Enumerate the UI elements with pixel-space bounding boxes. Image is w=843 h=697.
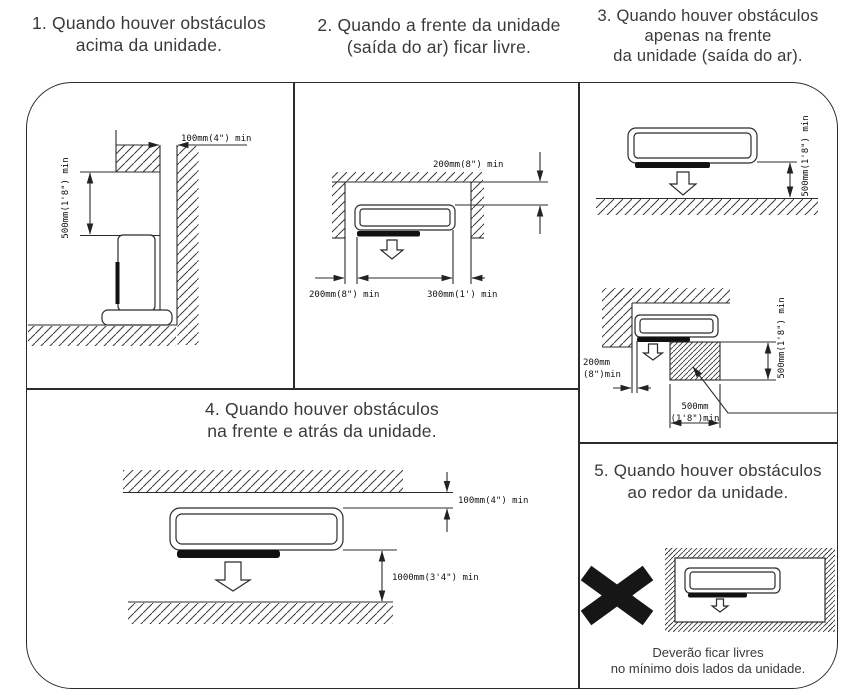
panel4-diagram — [26, 388, 578, 689]
panel1-unit — [102, 235, 172, 325]
airflow-down-arrow-icon — [216, 562, 250, 591]
section3-title-line1: 3. Quando houver obstáculos — [597, 7, 819, 25]
section2-title-line1: 2. Quando a frente da unidade — [317, 15, 561, 35]
panel4-unit — [170, 508, 343, 591]
panel3-upper-floor — [596, 199, 818, 216]
dim-label-500mm-upper: 500mm(1'8") min — [801, 115, 811, 197]
section4-title-line1: 4. Quando houver obstáculos — [204, 399, 440, 419]
section2-title — [300, 14, 578, 58]
dim-label-100mm: 100mm(4") min — [458, 496, 529, 506]
section1-title-line2: acima da unidade. — [75, 35, 223, 55]
dim-label-200mm-left: 200mm(8") min — [309, 290, 380, 300]
dim-label-500mm: 500mm(1'8") min — [61, 157, 71, 239]
panel2-diagram — [293, 82, 578, 388]
panel3-diagram — [578, 82, 838, 442]
panel2-unit — [355, 205, 455, 259]
section1-title — [10, 12, 288, 56]
panel3-upper-unit — [628, 128, 757, 195]
dim-label-100mm: 100mm(4") min — [181, 134, 252, 144]
airflow-down-arrow-icon — [381, 240, 403, 259]
x-mark-icon — [586, 573, 648, 618]
airflow-down-arrow-icon — [670, 172, 696, 195]
panel5-diagram — [578, 442, 838, 689]
dim-label-200mm-line2: (8")min — [583, 370, 621, 380]
dim-label-300mm-right: 300mm(1') min — [427, 290, 498, 300]
section4-title-line2: na frente e atrás da unidade. — [207, 421, 437, 441]
dim-label-200mm-top: 200mm(8") min — [433, 160, 504, 170]
section3-title-line2: apenas na frente — [644, 27, 772, 45]
section1-title-line1: 1. Quando houver obstáculos — [31, 13, 267, 33]
dim-label-1000mm: 1000mm(3'4") min — [392, 573, 479, 583]
airflow-down-arrow-icon — [644, 344, 663, 360]
section5-title-line1: 5. Quando houver obstáculos — [594, 461, 822, 480]
dim-label-500mm-bottom-line2: (1'8")min — [670, 414, 720, 424]
dim-label-200mm-line1: 200mm — [583, 358, 611, 368]
section3-title-line3: da unidade (saída do ar). — [613, 47, 803, 65]
section5-title-line2: ao redor da unidade. — [627, 483, 789, 502]
panel3-obstacle-block — [670, 342, 720, 380]
section5-caption-line1: Deverão ficar livres — [652, 645, 764, 660]
dim-label-500mm-bottom-line1: 500mm — [681, 402, 709, 412]
panel3-upper-dimensions — [757, 115, 811, 197]
section3-title — [582, 6, 834, 66]
dim-label-500mm-lower-side: 500mm(1'8") min — [777, 297, 787, 379]
section5-caption-line2: no mínimo dois lados da unidade. — [610, 661, 806, 676]
panel1-diagram — [26, 82, 293, 388]
section2-title-line2: (saída do ar) ficar livre. — [346, 37, 532, 57]
